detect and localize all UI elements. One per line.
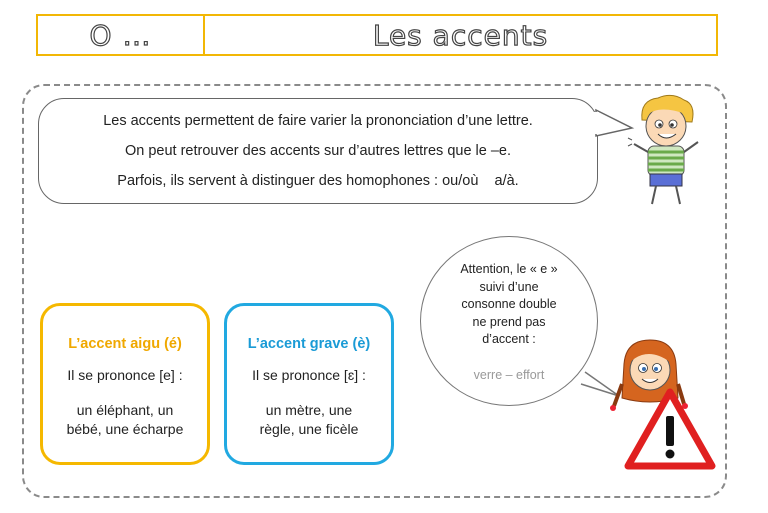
boy-illustration	[628, 92, 708, 212]
card-grave-examples	[227, 401, 391, 439]
attention-line-1: Attention, le « e »	[460, 262, 558, 276]
page-title: Les accents	[372, 18, 549, 52]
card-grave-title: L’accent grave (è)	[247, 336, 371, 352]
attention-line-4: ne prend pas	[472, 314, 546, 329]
attention-line-2: suivi d’une	[479, 279, 539, 294]
card-aigu-examples	[43, 401, 207, 439]
intro-speech-bubble	[38, 98, 598, 204]
card-aigu-example-1: un éléphant, un	[76, 402, 174, 418]
warning-triangle-icon	[624, 388, 716, 472]
attention-thought-bubble	[420, 236, 598, 406]
card-accent-aigu	[40, 303, 210, 465]
card-aigu-title: L’accent aigu (é)	[68, 336, 182, 352]
card-grave-example-1: un mètre, une	[265, 402, 353, 418]
card-accent-grave	[224, 303, 394, 465]
card-aigu-example-2: bébé, une écharpe	[66, 421, 184, 437]
speech-bubble-tail	[592, 108, 632, 148]
intro-line-1: Les accents permettent de faire varier la prononciation d’une lettre.	[103, 113, 533, 129]
card-aigu-pronunciation: Il se prononce [e] :	[67, 367, 183, 383]
attention-line-5: d’accent :	[482, 332, 536, 346]
card-grave-example-2: règle, une ficèle	[259, 421, 359, 437]
lesson-code: O …	[38, 16, 205, 54]
attention-text	[441, 261, 577, 349]
attention-line-3: consonne double	[461, 297, 557, 311]
card-grave-pronunciation: Il se prononce [ɛ] :	[252, 367, 366, 383]
title-banner	[36, 14, 718, 56]
intro-line-2: On peut retrouver des accents sur d’autres lettres que le –e.	[124, 143, 512, 159]
attention-example: verre – effort	[473, 368, 545, 382]
intro-line-3: Parfois, ils servent à distinguer des homophones : ou/où a/à.	[117, 173, 519, 189]
